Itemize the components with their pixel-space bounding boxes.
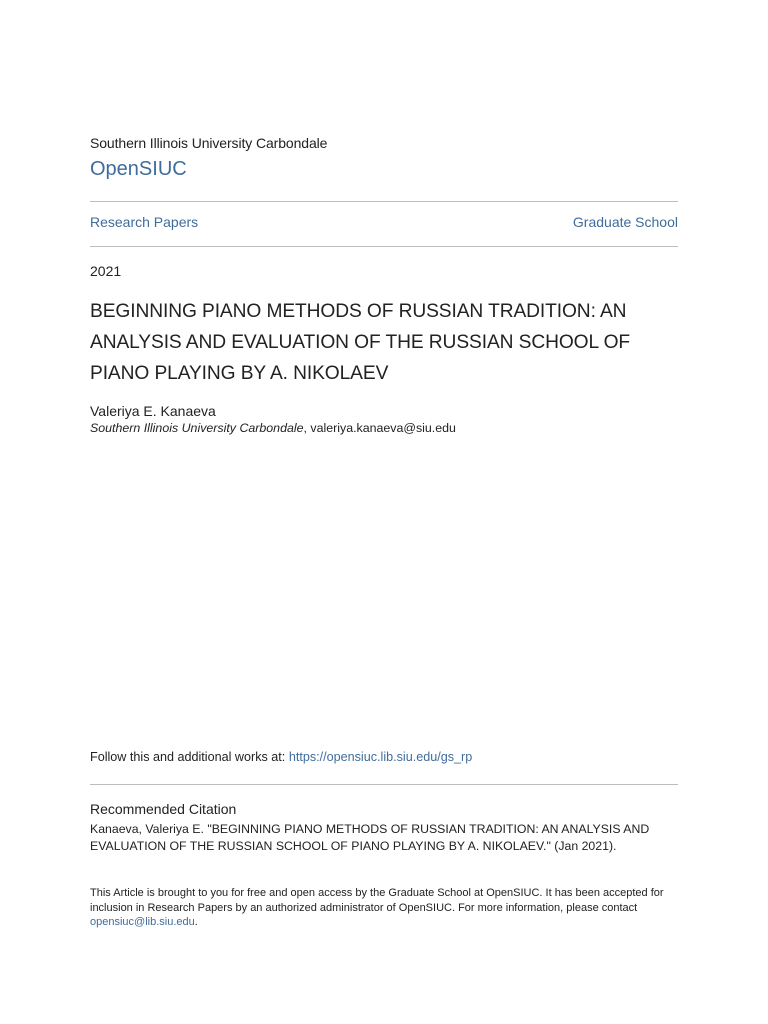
- institution-name: Southern Illinois University Carbondale: [90, 135, 328, 151]
- divider-top: [90, 201, 678, 202]
- contact-email-link[interactable]: opensiuc@lib.siu.edu: [90, 916, 195, 929]
- divider-bottom: [90, 784, 678, 785]
- collection-nav: [90, 214, 678, 230]
- author-affiliation: [90, 421, 456, 435]
- author-name: Valeriya E. Kanaeva: [90, 403, 216, 419]
- follow-line: [90, 750, 472, 764]
- citation-heading: Recommended Citation: [90, 801, 237, 817]
- article-title: BEGINNING PIANO METHODS OF RUSSIAN TRADITION: AN ANALYSIS AND EVALUATION OF THE RUSSIAN SCHOOL OF PIANO PLAYING BY A. NIKOLAEV: [90, 301, 631, 384]
- graduate-school-link[interactable]: Graduate School: [572, 214, 678, 230]
- access-notice: [90, 886, 678, 930]
- citation-text: Kanaeva, Valeriya E. "BEGINNING PIANO METHODS OF RUSSIAN TRADITION: AN ANALYSIS AND EVALUATION OF THE RUSSIAN SCHOOL OF PIANO PLAYING BY A. NIKOLAEV." (Jan 2021).: [90, 822, 650, 853]
- publication-year: 2021: [90, 263, 122, 279]
- follow-label: Follow this and additional works at:: [90, 750, 289, 764]
- cover-page: [90, 0, 678, 1024]
- affiliation-separator: ,: [303, 421, 311, 435]
- notice-text: This Article is brought to you for free and open access by the Graduate School at OpenSIUC. It has been accepted for inclusion in Research Papers by an authorized administrator of OpenSIUC. For more information, please contact: [90, 887, 664, 914]
- affiliation-name: Southern Illinois University Carbondale: [90, 421, 304, 435]
- author-email: valeriya.kanaeva@siu.edu: [310, 421, 456, 435]
- collection-url-link[interactable]: https://opensiuc.lib.siu.edu/gs_rp: [288, 750, 473, 764]
- research-papers-link[interactable]: Research Papers: [90, 214, 199, 230]
- repository-link[interactable]: OpenSIUC: [90, 158, 187, 180]
- divider-middle: [90, 246, 678, 247]
- notice-end: .: [194, 916, 198, 929]
